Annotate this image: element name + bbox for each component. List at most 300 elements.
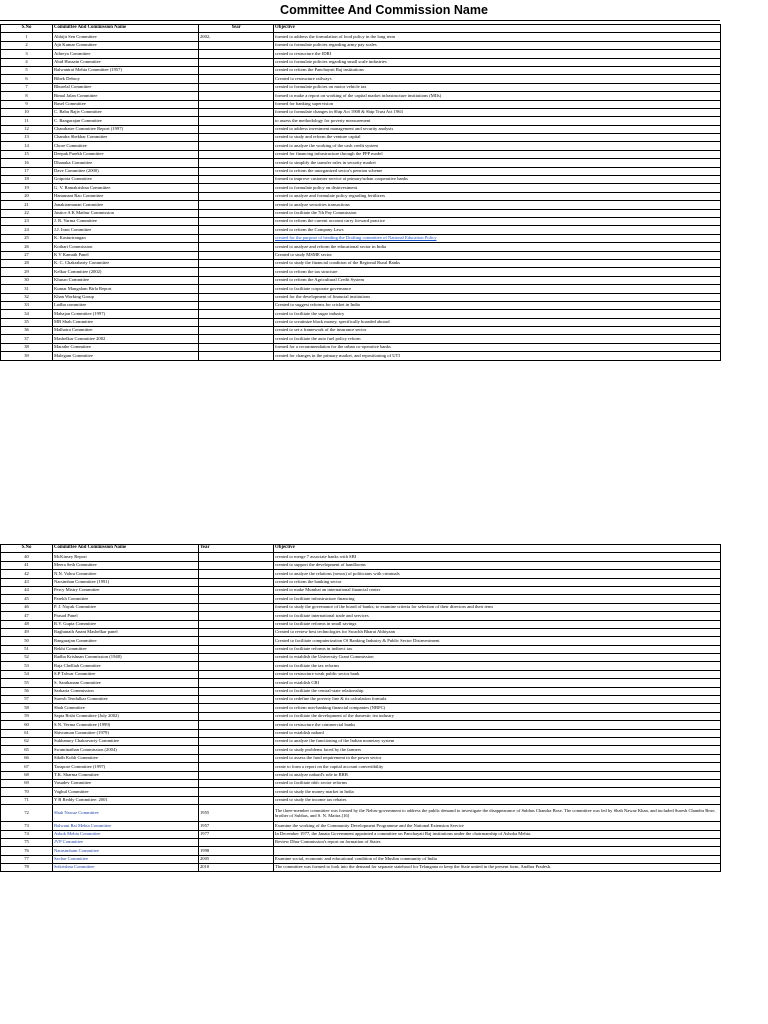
year-cell (199, 125, 274, 133)
objective-cell: created to analyze and reform the educational sector in India (274, 243, 721, 251)
committee-name-cell: C. Rangarajan Committee (53, 117, 199, 125)
committee-name-cell: Rekhi Committee (53, 645, 199, 653)
objective-cell: created to merge 7 associate banks with SBI (274, 553, 721, 561)
sno-cell: 41 (1, 561, 53, 569)
table-row (1, 327, 721, 335)
table-row (1, 620, 721, 628)
table-row (1, 58, 721, 66)
sno-cell: 77 (1, 855, 53, 863)
committee-name-cell: Suresh Tendulkar Committee (53, 696, 199, 704)
objective-cell: created to study and reform the venture capital (274, 134, 721, 142)
year-cell (199, 763, 274, 771)
committee-name-cell: Raghunath Anant Mashelkar panel (53, 628, 199, 636)
objective-cell: created to establish the University Grant Commission (274, 654, 721, 662)
sno-cell: 49 (1, 628, 53, 636)
committee-name-cell: Shah Committee (53, 704, 199, 712)
objective-cell: created to reform the unorganized sector's pension scheme (274, 167, 721, 175)
table-row (1, 318, 721, 326)
table-row (1, 578, 721, 586)
objective-cell: created to facilitate the development of the domestic tea industry (274, 712, 721, 720)
objective-cell: created for the development of financial institutions (274, 293, 721, 301)
objective-cell: created to reform the Panchayati Raj institutions (274, 66, 721, 74)
sno-cell: 8 (1, 92, 53, 100)
table-row (1, 754, 721, 762)
committee-name-cell: Chandratre Committee Report (1997) (53, 125, 199, 133)
committee-name-cell: K. C. Chakrabarty Committee (53, 259, 199, 267)
sno-cell: 3 (1, 50, 53, 58)
table-row (1, 150, 721, 158)
objective-cell: Examine the working of the Community Development Programme and the National Extension Service (274, 822, 721, 830)
header-name: Committee And Commission Name (53, 545, 199, 553)
objective-cell: created for changes in the primary market, and repositioning of UTI (274, 352, 721, 360)
year-cell (199, 645, 274, 653)
table-row (1, 612, 721, 620)
table-row (1, 603, 721, 611)
year-cell (199, 251, 274, 259)
sno-cell: 70 (1, 788, 53, 796)
objective-cell: created to reform the tax structure (274, 268, 721, 276)
sno-cell: 61 (1, 729, 53, 737)
table-row (1, 788, 721, 796)
table-row (1, 234, 721, 242)
table-row (1, 251, 721, 259)
header-year: Year (199, 545, 274, 553)
page-title: Committee And Commission Name (280, 3, 488, 17)
objective-cell: created for financing infrastructure through the PPP model (274, 150, 721, 158)
committee-name-cell: Dave Committee (2000) (53, 167, 199, 175)
committee-name-cell: Raja Chelliah Committee (53, 662, 199, 670)
table-row (1, 704, 721, 712)
committee-name-cell: G. V. Ramakrishna Committee (53, 184, 199, 192)
sno-cell: 51 (1, 645, 53, 653)
sno-cell: 9 (1, 100, 53, 108)
sno-cell: 24 (1, 226, 53, 234)
year-cell (199, 142, 274, 150)
year-cell (199, 293, 274, 301)
committee-name-cell: T.K. Sharma Committee (53, 771, 199, 779)
committee-name-cell: C. Babu Rajiv Committee (53, 108, 199, 116)
table-row (1, 352, 721, 360)
objective-cell: created to study the income tax rebates (274, 796, 721, 804)
objective-cell: created to facilitate the 7th Pay Commission (274, 209, 721, 217)
objective-cell: created to address investment management and security analysis (274, 125, 721, 133)
year-cell (199, 167, 274, 175)
sno-cell: 25 (1, 234, 53, 242)
header-sno: S.No (1, 25, 53, 33)
table-row (1, 696, 721, 704)
year-cell: 1998 (199, 847, 274, 855)
year-cell (199, 620, 274, 628)
year-cell (199, 310, 274, 318)
year-cell (199, 217, 274, 225)
year-cell: 2010 (199, 864, 274, 872)
objective-cell: created to simplify the transfer rules in security market (274, 159, 721, 167)
sno-cell: 50 (1, 637, 53, 645)
sno-cell: 26 (1, 243, 53, 251)
sno-cell: 31 (1, 285, 53, 293)
committee-name-cell: N.N. Vohra Committee (53, 570, 199, 578)
objective-cell: formed to formulate changes in Ship Act 1908 & Ship Trust Act 1963 (274, 108, 721, 116)
objective-cell: Created to suggest reforms for cricket in India (274, 301, 721, 309)
sno-cell: 68 (1, 771, 53, 779)
committee-name-cell: R.V. Gupta Committee (53, 620, 199, 628)
committee-name-cell: Sachar Committee (53, 855, 199, 863)
objective-cell: created to restructure the IDBI (274, 50, 721, 58)
year-cell (199, 209, 274, 217)
sno-cell: 75 (1, 838, 53, 846)
objective-cell: created to establish nabard (274, 729, 721, 737)
table-row (1, 117, 721, 125)
sno-cell: 20 (1, 192, 53, 200)
committee-name-cell: Justice A K Mathur Commission (53, 209, 199, 217)
committee-name-cell: Kothari Commission (53, 243, 199, 251)
committee-name-cell: Deepak Parekh Committee (53, 150, 199, 158)
year-cell (199, 595, 274, 603)
committee-table-1 (0, 24, 721, 361)
table-row (1, 176, 721, 184)
sno-cell: 71 (1, 796, 53, 804)
table-row (1, 796, 721, 804)
objective-cell: created to facilitate the central-state relationship (274, 687, 721, 695)
table-row (1, 192, 721, 200)
table-row (1, 737, 721, 745)
objective-link[interactable]: created for the purpose of heading the Drafting committee of National Education Policy (274, 234, 721, 242)
year-cell (199, 335, 274, 343)
objective-cell: created to establish CBI (274, 679, 721, 687)
header-sno: S.No (1, 545, 53, 553)
committee-name-cell: Sarkaria Commission (53, 687, 199, 695)
sno-cell: 53 (1, 662, 53, 670)
committee-name-cell: Tarapore Committee (1997) (53, 763, 199, 771)
sno-cell: 65 (1, 746, 53, 754)
sno-cell: 60 (1, 721, 53, 729)
year-cell (199, 117, 274, 125)
year-cell (199, 553, 274, 561)
year-cell (199, 746, 274, 754)
year-cell (199, 176, 274, 184)
committee-name-cell: Rangarajan Committee (53, 637, 199, 645)
objective-cell: to assess the methodology for poverty measurement (274, 117, 721, 125)
committee-name-cell: J. R. Varma Committee (53, 217, 199, 225)
year-cell (199, 637, 274, 645)
objective-cell: created to facilitate infrastructure financing (274, 595, 721, 603)
committee-name-cell: McKinsey Report (53, 553, 199, 561)
committee-name-cell: Balwantrai Mehta Committee (1957) (53, 66, 199, 74)
objective-cell: Review Dhar Commission's report on formation of States (274, 838, 721, 846)
objective-cell: created to facilitate international trade and services (274, 612, 721, 620)
table-row (1, 268, 721, 276)
objective-cell: created to facilitate corporate governance (274, 285, 721, 293)
sno-cell: 59 (1, 712, 53, 720)
committee-name-cell: Shivraman Committee (1979) (53, 729, 199, 737)
year-cell (199, 603, 274, 611)
sno-cell: 45 (1, 595, 53, 603)
committee-name-cell: Shah Nawaz Committee (53, 805, 199, 822)
committee-name-cell: Lodha committee (53, 301, 199, 309)
committee-name-cell: S.P Talwar Committee (53, 670, 199, 678)
objective-cell: created to support the development of handlooms (274, 561, 721, 569)
year-cell (199, 838, 274, 846)
sno-cell: 14 (1, 142, 53, 150)
committee-name-cell: MB Shah Committee (53, 318, 199, 326)
committee-name-cell: Meera Seth Committee (53, 561, 199, 569)
objective-cell: created to restructure weak public sector bank (274, 670, 721, 678)
table-row (1, 662, 721, 670)
sno-cell: 46 (1, 603, 53, 611)
objective-cell: created to analyze the relations (nexus) of politicians with criminals (274, 570, 721, 578)
sno-cell: 37 (1, 335, 53, 343)
objective-cell: created to reform the Company Laws (274, 226, 721, 234)
committee-name-cell: Goiporia Committee (53, 176, 199, 184)
committee-name-cell: Dhanuka Committee (53, 159, 199, 167)
sno-cell: 4 (1, 58, 53, 66)
table-row (1, 830, 721, 838)
objective-cell: created to reform the current account carry forward practice (274, 217, 721, 225)
committee-name-cell: Parekh Committee (53, 595, 199, 603)
committee-name-cell: Ajit Kumar Committee (53, 41, 199, 49)
sno-cell: 29 (1, 268, 53, 276)
year-cell (199, 268, 274, 276)
table-row (1, 285, 721, 293)
sno-cell: 22 (1, 209, 53, 217)
sno-cell: 57 (1, 696, 53, 704)
table-row (1, 41, 721, 49)
year-cell (199, 612, 274, 620)
sno-cell: 12 (1, 125, 53, 133)
sno-cell: 52 (1, 654, 53, 662)
table-row (1, 771, 721, 779)
objective-cell: created to assess the fund requirement in the power sector (274, 754, 721, 762)
header-objective: Objective (274, 25, 721, 33)
committee-name-cell: Basel Committee (53, 100, 199, 108)
sno-cell: 35 (1, 318, 53, 326)
year-cell (199, 201, 274, 209)
committee-name-cell: Malegam Committee (53, 352, 199, 360)
year-cell (199, 100, 274, 108)
sno-cell: 36 (1, 327, 53, 335)
sno-cell: 30 (1, 276, 53, 284)
committee-name-cell: Narsimhan Committee (1991) (53, 578, 199, 586)
sno-cell: 33 (1, 301, 53, 309)
year-cell (199, 654, 274, 662)
table-row (1, 679, 721, 687)
committee-name-cell: Athreya Committee (53, 50, 199, 58)
table-row (1, 243, 721, 251)
committee-name-cell: Bimal Jalan Committee (53, 92, 199, 100)
sno-cell: 44 (1, 586, 53, 594)
table-row (1, 805, 721, 822)
objective-cell: In December 1977, the Janata Government appointed a committee on Panchayati Raj institutions under the chairmanship of Ashoka Mehta. (274, 830, 721, 838)
year-cell (199, 721, 274, 729)
year-cell (199, 75, 274, 83)
year-cell (199, 788, 274, 796)
sno-cell: 11 (1, 117, 53, 125)
table-row (1, 142, 721, 150)
sno-cell: 55 (1, 679, 53, 687)
sno-cell: 28 (1, 259, 53, 267)
table-row (1, 259, 721, 267)
table-row (1, 712, 721, 720)
objective-cell: The three-member committee was formed by the Nehru-government to address the public demand to investigate the disappearance of Subhas Chandra Bose. The committee was led by Shah Nawaz Khan, and included Suresh Chandra Bose, brother of Subhas, and S. N. Maitra.[16] (274, 805, 721, 822)
year-cell (199, 184, 274, 192)
sno-cell: 34 (1, 310, 53, 318)
year-cell (199, 134, 274, 142)
objective-cell: Created to facilitate computerization Of Banking Industry & Public Sector Disinvestment (274, 637, 721, 645)
year-cell (199, 578, 274, 586)
sno-cell: 10 (1, 108, 53, 116)
year-cell: 1957 (199, 822, 274, 830)
committee-name-cell: Khusro Committee (53, 276, 199, 284)
sno-cell: 19 (1, 184, 53, 192)
table-row (1, 763, 721, 771)
committee-name-cell: Chandra Shekhar Committee (53, 134, 199, 142)
objective-cell: created to set a framework of the insurance sector (274, 327, 721, 335)
committee-name-cell: Abhijit Sen Committee (53, 33, 199, 41)
committee-name-cell: K. Kasturirangan (53, 234, 199, 242)
table-row (1, 654, 721, 662)
table-row (1, 167, 721, 175)
year-cell: 2005 (199, 855, 274, 863)
objective-cell: created to analyze securities transactions (274, 201, 721, 209)
committee-name-cell: Vasudev Committee (53, 779, 199, 787)
year-cell (199, 318, 274, 326)
table-row (1, 561, 721, 569)
table-row (1, 746, 721, 754)
objective-cell: formed to study the governance of the board of banks; to examine criteria for selection of their directors and their term (274, 603, 721, 611)
committee-name-cell: Vaghul Committee (53, 788, 199, 796)
sno-cell: 74 (1, 830, 53, 838)
sno-cell: 18 (1, 176, 53, 184)
year-cell (199, 50, 274, 58)
sno-cell: 67 (1, 763, 53, 771)
sno-cell: 27 (1, 251, 53, 259)
objective-cell: created to reform the Agricultural Credit System (274, 276, 721, 284)
committee-name-cell: Hanumant Rao Committee (53, 192, 199, 200)
sno-cell: 40 (1, 553, 53, 561)
objective-cell: created to reform non-banking financial companies (NBFC) (274, 704, 721, 712)
year-cell (199, 737, 274, 745)
year-cell (199, 234, 274, 242)
year-cell (199, 301, 274, 309)
table-header-row (1, 545, 721, 553)
objective-cell: created to study problems faced by the farmers (274, 746, 721, 754)
table-row (1, 628, 721, 636)
objective-cell: Created to review best technologies for Swachh Bharat Abhiyaan (274, 628, 721, 636)
committee-name-cell: Sikdh Kohli Committee (53, 754, 199, 762)
year-cell (199, 226, 274, 234)
year-cell (199, 696, 274, 704)
table-row (1, 586, 721, 594)
year-cell (199, 687, 274, 695)
table-row (1, 209, 721, 217)
sno-cell: 48 (1, 620, 53, 628)
table-row (1, 310, 721, 318)
objective-cell: created to restructure the commercial banks (274, 721, 721, 729)
table-row (1, 847, 721, 855)
committee-name-cell: K V Kamath Panel (53, 251, 199, 259)
sno-cell: 62 (1, 737, 53, 745)
year-cell (199, 352, 274, 360)
sno-cell: 76 (1, 847, 53, 855)
table-row (1, 779, 721, 787)
year-cell (199, 66, 274, 74)
table-row (1, 301, 721, 309)
year-cell (199, 754, 274, 762)
sno-cell: 1 (1, 33, 53, 41)
year-cell (199, 796, 274, 804)
table-row (1, 108, 721, 116)
objective-cell: created to study the financial condition of the Regional Rural Banks (274, 259, 721, 267)
table-row (1, 184, 721, 192)
committee-name-cell: Malhotra Committee (53, 327, 199, 335)
committee-name-cell: Mashelkar Committee 2002 (53, 335, 199, 343)
objective-cell: created to study the money market in India (274, 788, 721, 796)
sno-cell: 5 (1, 66, 53, 74)
table-row (1, 134, 721, 142)
year-cell (199, 327, 274, 335)
sno-cell: 7 (1, 83, 53, 91)
year-cell: 1955 (199, 805, 274, 822)
sno-cell: 58 (1, 704, 53, 712)
year-cell (199, 41, 274, 49)
objective-cell: formed for banking supervision (274, 100, 721, 108)
objective-cell: created to analyze the working of the cash credit system (274, 142, 721, 150)
committee-name-cell: Sukhamoy Chakravarty Committee (53, 737, 199, 745)
year-cell (199, 150, 274, 158)
committee-name-cell: Balwant Rai Mehta Committee (53, 822, 199, 830)
committee-name-cell: Ashok Mehta Committee (53, 830, 199, 838)
year-cell (199, 729, 274, 737)
sno-cell: 2 (1, 41, 53, 49)
objective-cell: created to facilitate nbfc sector reforms (274, 779, 721, 787)
table-row (1, 864, 721, 872)
table-row (1, 83, 721, 91)
table-row (1, 553, 721, 561)
objective-cell: formed to improve customer service at primary/urban cooperative banks (274, 176, 721, 184)
objective-cell: created to redefine the poverty line & its calculation formula (274, 696, 721, 704)
objective-cell: Created to restructure railways (274, 75, 721, 83)
committee-name-cell: Percy Mistry Committee (53, 586, 199, 594)
committee-name-cell: Narasimham Committee (53, 847, 199, 855)
objective-cell: created to analyze and formulate policy regarding fertilizers (274, 192, 721, 200)
header-name: Committee And Commission Name (53, 25, 199, 33)
table-row (1, 100, 721, 108)
sno-cell: 17 (1, 167, 53, 175)
table-header-row (1, 25, 721, 33)
sno-cell: 39 (1, 352, 53, 360)
committee-name-cell: Kumar Mangalam Birla Report (53, 285, 199, 293)
committee-name-cell: Swaminathan Commission (2004) (53, 746, 199, 754)
year-cell (199, 704, 274, 712)
sno-cell: 21 (1, 201, 53, 209)
table-row (1, 645, 721, 653)
objective-cell: created to facilitate reforms in indirect tax (274, 645, 721, 653)
table-row (1, 335, 721, 343)
sno-cell: 32 (1, 293, 53, 301)
table-row (1, 293, 721, 301)
objective-cell: created to reform the banking sector (274, 578, 721, 586)
year-cell (199, 192, 274, 200)
year-cell (199, 276, 274, 284)
sno-cell: 16 (1, 159, 53, 167)
table-row (1, 276, 721, 284)
committee-name-cell: Y B Reddy Committee: 2001 (53, 796, 199, 804)
year-cell (199, 670, 274, 678)
table-row (1, 822, 721, 830)
table-row (1, 66, 721, 74)
year-cell (199, 259, 274, 267)
table-row (1, 33, 721, 41)
